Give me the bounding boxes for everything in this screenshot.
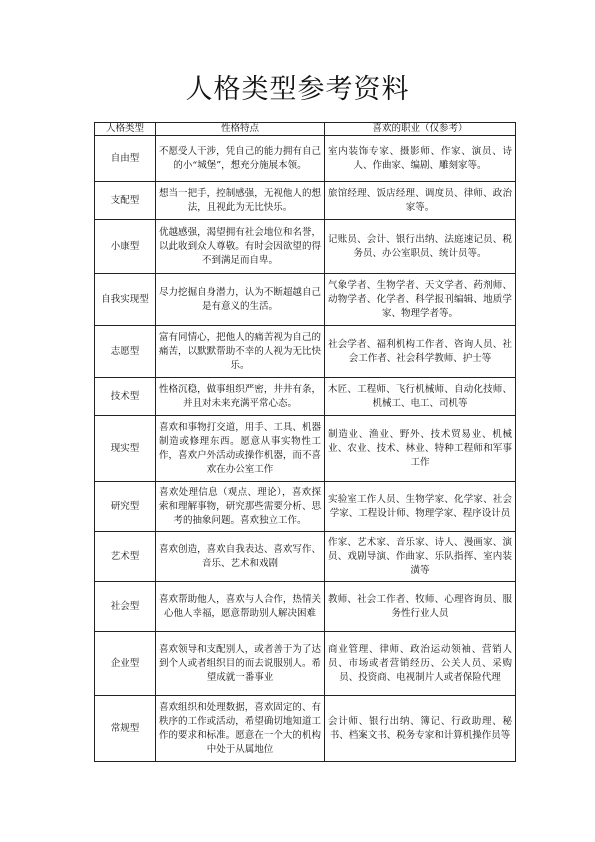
traits-cell: 想当一把手，控制感强，无视他人的想法，且视此为无比快乐。 — [156, 182, 325, 220]
table-row-jishu — [95, 378, 516, 416]
type-cell: 研究型 — [95, 482, 156, 532]
careers-cell: 室内装饰专家、摄影师、作家、演员、诗人、作曲家、编剧、雕刻家等。 — [325, 136, 516, 182]
traits-cell: 喜欢和事物打交道，用手、工具、机器制造或修理东西。愿意从事实物性工作，喜欢户外活动或操作机器，而不喜欢在办公室工作 — [156, 416, 325, 482]
header-type: 人格类型 — [95, 123, 156, 136]
careers-cell: 木匠、工程师、飞行机械师、自动化技师、机械工、电工、司机等 — [325, 378, 516, 416]
type-cell: 现实型 — [95, 416, 156, 482]
traits-cell: 喜欢领导和支配别人，或者善于为了达到个人或者组织目的而去说服别人。希望成就一番事业 — [156, 632, 325, 696]
table-row-shehui — [95, 582, 516, 632]
header-traits: 性格特点 — [156, 123, 325, 136]
table-row-yanjiu — [95, 482, 516, 532]
table-header-row — [95, 123, 516, 136]
table-row-xiaokang — [95, 220, 516, 274]
careers-cell: 社会学者、福利机构工作者、咨询人员、社会工作者、社会科学教师、护士等 — [325, 326, 516, 378]
traits-cell: 喜欢组织和处理数据，喜欢固定的、有秩序的工作或活动，希望确切地知道工作的要求和标准。愿意在一个大的机构中处于从属地位 — [156, 696, 325, 762]
traits-cell: 喜欢创造，喜欢自我表达、喜欢写作、音乐、艺术和戏剧 — [156, 532, 325, 582]
careers-cell: 会计师、银行出纳、簿记、行政助理、秘书、档案文书、税务专家和计算机操作员等 — [325, 696, 516, 762]
table-row-ziwoshixian — [95, 274, 516, 326]
careers-cell: 教师、社会工作者、牧师、心理咨询员、服务性行业人员 — [325, 582, 516, 632]
type-cell: 志愿型 — [95, 326, 156, 378]
careers-cell: 制造业、渔业、野外、技术贸易业、机械业、农业、技术、林业、特种工程师和军事工作 — [325, 416, 516, 482]
table-row-changgui — [95, 696, 516, 762]
table-row-yishu — [95, 532, 516, 582]
type-cell: 常规型 — [95, 696, 156, 762]
careers-cell: 实验室工作人员、生物学家、化学家、社会学家、工程设计师、物理学家、程序设计员 — [325, 482, 516, 532]
traits-cell: 尽力挖掘自身潜力，认为不断超越自己是有意义的生活。 — [156, 274, 325, 326]
type-cell: 小康型 — [95, 220, 156, 274]
traits-cell: 富有同情心，把他人的痛苦视为自己的痛苦，以默默帮助不幸的人视为无比快乐。 — [156, 326, 325, 378]
careers-cell: 商业管理、律师、政治运动领袖、营销人员、市场或者营销经历、公关人员、采购员、投资商、电视制片人或者保险代理 — [325, 632, 516, 696]
table-row-qiye — [95, 632, 516, 696]
traits-cell: 优越感强，渴望拥有社会地位和名誉，以此收到众人尊敬。有时会因欲望的得不到满足而自卑。 — [156, 220, 325, 274]
type-cell: 社会型 — [95, 582, 156, 632]
table-row-zhiyuan — [95, 326, 516, 378]
careers-cell: 气象学者、生物学者、天文学者、药剂师、动物学者、化学者、科学报刊编辑、地质学家、物理学者等。 — [325, 274, 516, 326]
traits-cell: 性格沉稳，做事组织严密，井井有条，并且对未来充满平常心态。 — [156, 378, 325, 416]
table-row-zhipei — [95, 182, 516, 220]
type-cell: 艺术型 — [95, 532, 156, 582]
type-cell: 自由型 — [95, 136, 156, 182]
header-careers: 喜欢的职业（仅参考） — [325, 123, 516, 136]
type-cell: 支配型 — [95, 182, 156, 220]
traits-cell: 不愿受人干涉，凭自己的能力拥有自己的小“城堡”，想充分施展本领。 — [156, 136, 325, 182]
careers-cell: 作家、艺术家、音乐家、诗人、漫画家、演员、戏剧导演、作曲家、乐队指挥、室内装潢等 — [325, 532, 516, 582]
traits-cell: 喜欢帮助他人，喜欢与人合作，热情关心他人幸福，愿意帮助别人解决困难 — [156, 582, 325, 632]
page-title: 人格类型参考资料 — [185, 74, 410, 105]
type-cell: 自我实现型 — [95, 274, 156, 326]
table-row-xianshi — [95, 416, 516, 482]
careers-cell: 记账员、会计、银行出纳、法庭速记员、税务员、办公室职员、统计员等。 — [325, 220, 516, 274]
type-cell: 企业型 — [95, 632, 156, 696]
type-cell: 技术型 — [95, 378, 156, 416]
table-row-ziyou — [95, 136, 516, 182]
personality-reference-table — [94, 122, 516, 762]
careers-cell: 旅馆经理、饭店经理、调度员、律师、政治家等。 — [325, 182, 516, 220]
traits-cell: 喜欢处理信息（观点、理论），喜欢探索和理解事物，研究那些需要分析、思考的抽象问题。喜欢独立工作。 — [156, 482, 325, 532]
